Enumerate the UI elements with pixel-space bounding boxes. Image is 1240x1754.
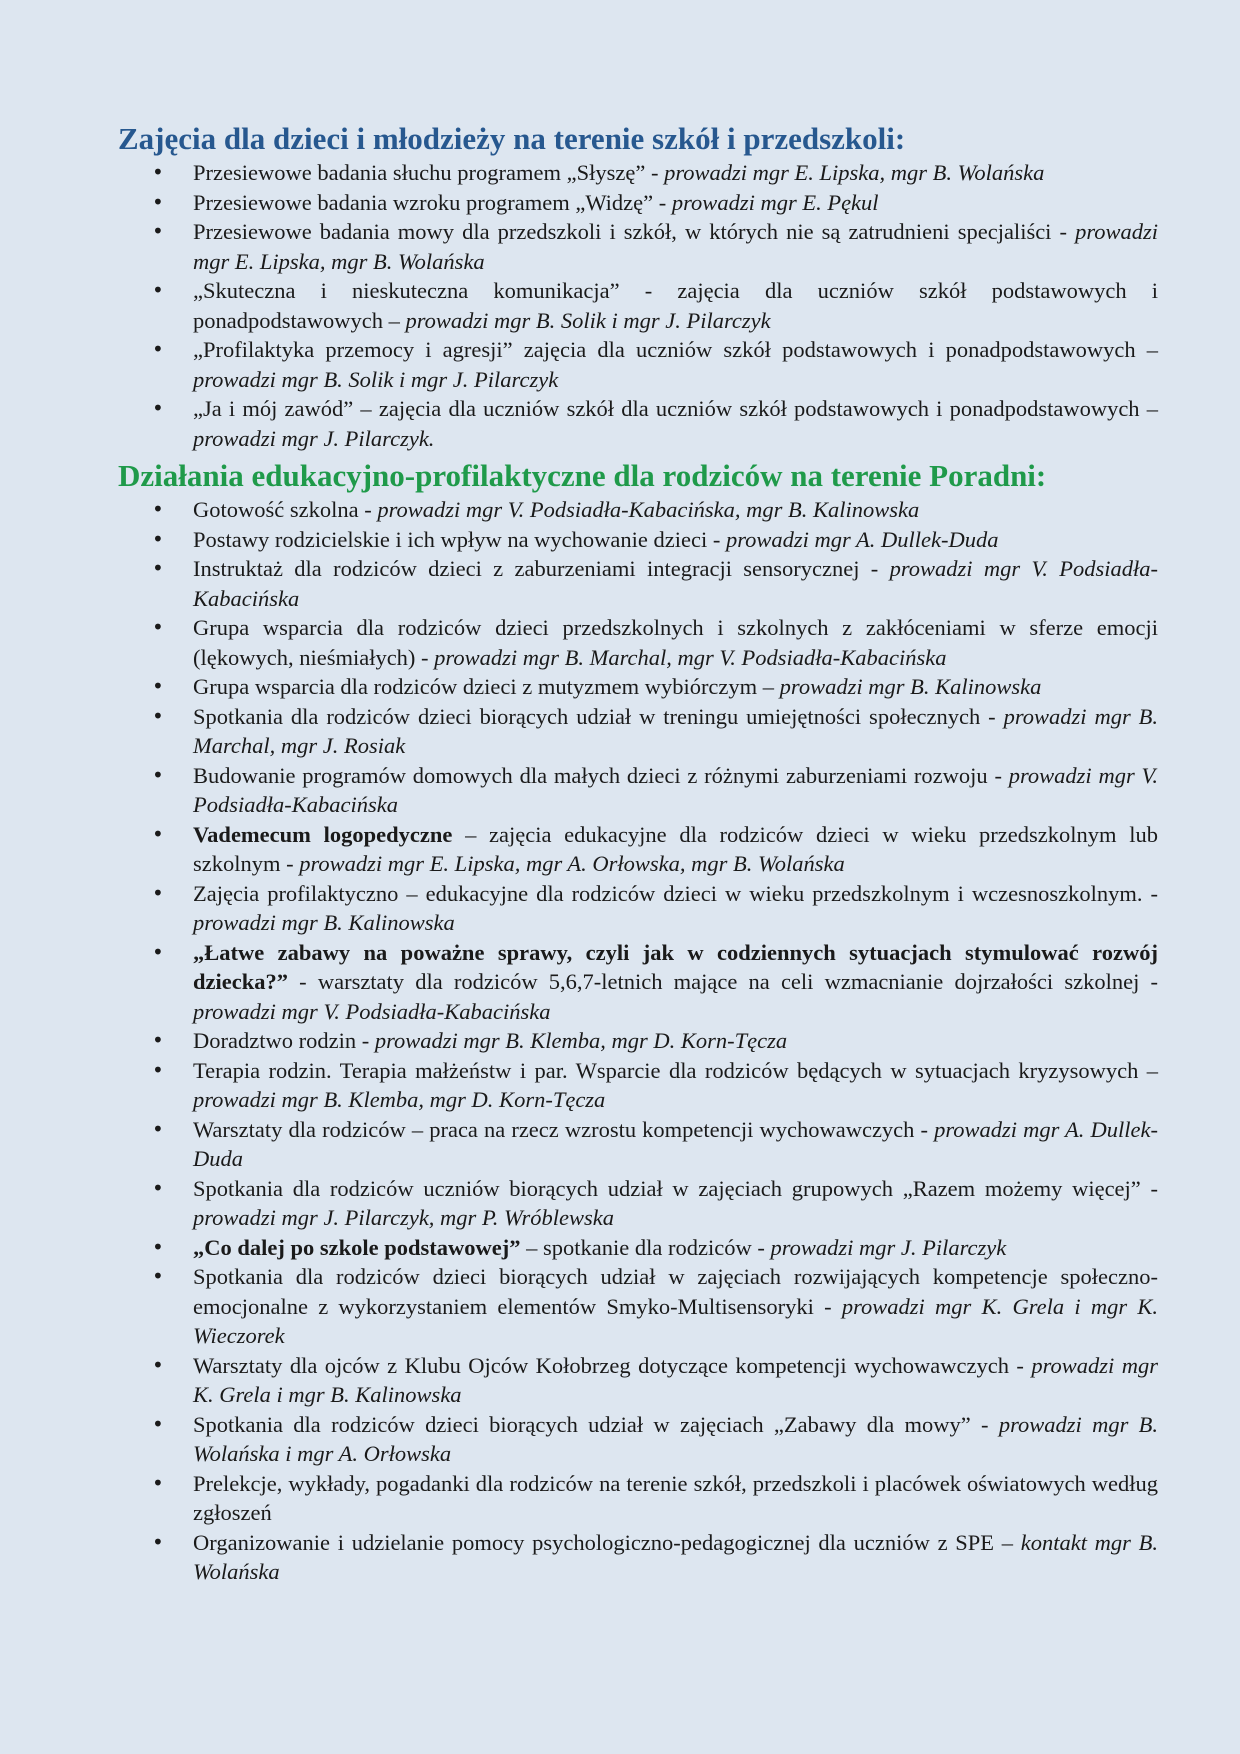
item-presenter: prowadzi mgr B. Solik i mgr J. Pilarczyk	[405, 307, 771, 333]
item-presenter: prowadzi mgr J. Pilarczyk.	[193, 425, 435, 451]
item-text: „Ja i mój zawód” – zajęcia dla uczniów szkół dla uczniów szkół podstawowych i ponadpodstawowych –	[193, 396, 1158, 421]
list-item	[118, 1233, 1158, 1263]
list-item	[118, 879, 1158, 938]
item-text: Zajęcia profilaktyczno – edukacyjne dla rodziców dzieci w wieku przedszkolnym i wczesnoszkolnym. -	[193, 880, 1158, 906]
list-item	[118, 188, 1158, 218]
list-item	[118, 761, 1158, 820]
list-item	[118, 1115, 1158, 1174]
item-text: Grupa wsparcia dla rodziców dzieci przedszkolnych i szkolnych z zakłóceniami w sferze emocji (lękowych, nieśmiałych) -	[193, 615, 1158, 670]
item-presenter: kontakt mgr B. Wolańska	[193, 1529, 1158, 1584]
list-item	[118, 554, 1158, 613]
item-text: Spotkania dla rodziców dzieci biorących udział w treningu umiejętności społecznych -	[193, 703, 1004, 729]
item-presenter: prowadzi mgr K. Grela i mgr B. Kalinowska	[193, 1352, 1158, 1407]
item-presenter: prowadzi mgr E. Lipska, mgr A. Orłowska, mgr B. Wolańska	[299, 851, 845, 876]
item-bold-title: „Co dalej po szkole podstawowej”	[193, 1234, 521, 1260]
item-text: Organizowanie i udzielanie pomocy psychologiczno-pedagogicznej dla uczniów z SPE –	[193, 1529, 1021, 1555]
item-presenter: prowadzi mgr V. Podsiadła-Kabacińska	[193, 556, 1159, 611]
item-presenter: prowadzi mgr V. Podsiadła-Kabacińska	[193, 998, 551, 1024]
item-text: Grupa wsparcia dla rodziców dzieci z mutyzmem wybiórczym –	[193, 674, 780, 699]
item-text: - warsztaty dla rodziców 5,6,7-letnich mające na celi wzmacnianie dojrzałości szkolnej -	[288, 969, 1158, 994]
list-item	[118, 672, 1158, 702]
item-text: „Profilaktyka przemocy i agresji” zajęcia dla uczniów szkół podstawowych i ponadpodstawowych –	[193, 337, 1158, 362]
item-text: – zajęcia edukacyjne dla rodziców dzieci w wieku przedszkolnym lub szkolnym -	[193, 821, 1158, 876]
list-item	[118, 820, 1158, 879]
item-bold-title: „Łatwe zabawy na poważne sprawy, czyli jak w codziennych sytuacjach stymulować rozwój dziecka?”	[193, 939, 1158, 994]
item-text: Doradztwo rodzin -	[193, 1028, 375, 1053]
item-presenter: prowadzi mgr E. Lipska, mgr B. Wolańska	[193, 219, 1158, 274]
item-text: Postawy rodzicielskie i ich wpływ na wychowanie dzieci -	[193, 526, 726, 552]
list-item	[118, 525, 1158, 555]
item-presenter: prowadzi mgr J. Pilarczyk	[770, 1234, 1007, 1260]
section-heading-parents: Działania edukacyjno-profilaktyczne dla rodziców na terenie Poradni:	[118, 458, 1047, 493]
item-bold-title: Vademecum logopedyczne	[193, 821, 453, 847]
item-presenter: prowadzi mgr B. Wolańska i mgr A. Orłowska	[193, 1411, 1158, 1466]
item-text: Przesiewowe badania mowy dla przedszkoli i szkół, w których nie są zatrudnieni specjaliści -	[193, 219, 1076, 244]
list-item	[118, 938, 1158, 1027]
list-item	[118, 335, 1158, 394]
list-item	[118, 1351, 1158, 1410]
list-item	[118, 1469, 1158, 1528]
item-text: Prelekcje, wykłady, pogadanki dla rodziców na terenie szkół, przedszkoli i placówek oświatowych według zgłoszeń	[193, 1470, 1158, 1525]
document-body	[118, 120, 1158, 1587]
item-text: Gotowość szkolna -	[193, 497, 378, 522]
list-item	[118, 158, 1158, 188]
item-text: Spotkania dla rodziców dzieci biorących udział w zajęciach „Zabawy dla mowy” -	[193, 1411, 999, 1437]
item-text: Budowanie programów domowych dla małych dzieci z różnymi zaburzeniami rozwoju -	[193, 762, 1009, 788]
list-item	[118, 1528, 1158, 1587]
list-item	[118, 1174, 1158, 1233]
item-presenter: prowadzi mgr B. Klemba, mgr D. Korn-Tęcza	[193, 1087, 606, 1112]
list-item	[118, 276, 1158, 335]
item-text: Spotkania dla rodziców dzieci biorących udział w zajęciach rozwijających kompetencje społeczno-emocjonalne z wykorzystaniem elementów Smyko-Multisensoryki -	[193, 1264, 1158, 1319]
item-presenter: prowadzi mgr A. Dullek-Duda	[725, 526, 999, 552]
item-text: Instruktaż dla rodziców dzieci z zaburzeniami integracji sensorycznej -	[193, 556, 890, 581]
item-presenter: prowadzi mgr B. Marchal, mgr V. Podsiadła-Kabacińska	[434, 644, 947, 670]
item-presenter: prowadzi mgr B. Solik i mgr J. Pilarczyk	[193, 366, 559, 392]
item-presenter: prowadzi mgr B. Klemba, mgr D. Korn-Tęcza	[374, 1028, 788, 1053]
list-item	[118, 1056, 1158, 1115]
list-schools	[118, 158, 1158, 453]
item-text: „Skuteczna i nieskuteczna komunikacja” - zajęcia dla uczniów szkół podstawowych i ponadpodstawowych –	[193, 278, 1158, 333]
item-text: Przesiewowe badania wzroku programem „Widzę” -	[193, 189, 672, 215]
item-text: Spotkania dla rodziców uczniów biorących udział w zajęciach grupowych „Razem możemy więcej” -	[193, 1175, 1158, 1201]
list-item	[118, 1410, 1158, 1469]
item-presenter: prowadzi mgr J. Pilarczyk, mgr P. Wróblewska	[193, 1205, 615, 1230]
list-item	[118, 1026, 1158, 1056]
item-presenter: prowadzi mgr K. Grela i mgr K. Wieczorek	[193, 1293, 1158, 1348]
item-presenter: prowadzi mgr B. Kalinowska	[779, 674, 1042, 699]
item-presenter: prowadzi mgr B. Marchal, mgr J. Rosiak	[193, 703, 1159, 758]
item-presenter: prowadzi mgr V. Podsiadła-Kabacińska	[193, 762, 1159, 817]
item-text: Przesiewowe badania słuchu programem „Słyszę” -	[193, 160, 665, 185]
item-text: Warsztaty dla rodziców – praca na rzecz wzrostu kompetencji wychowawczych -	[193, 1116, 935, 1142]
item-presenter: prowadzi mgr E. Lipska, mgr B. Wolańska	[664, 160, 1045, 185]
list-item	[118, 702, 1158, 761]
list-item	[118, 394, 1158, 453]
item-presenter: prowadzi mgr A. Dullek-Duda	[193, 1116, 1158, 1171]
list-item	[118, 495, 1158, 525]
item-presenter: prowadzi mgr V. Podsiadła-Kabacińska, mgr B. Kalinowska	[377, 497, 920, 522]
list-item	[118, 1262, 1158, 1351]
item-presenter: prowadzi mgr B. Kalinowska	[193, 910, 455, 935]
item-text: Terapia rodzin. Terapia małżeństw i par. Wsparcie dla rodziców będących w sytuacjach kryzysowych –	[193, 1057, 1158, 1083]
item-text: Warsztaty dla ojców z Klubu Ojców Kołobrzeg dotyczące kompetencji wychowawczych -	[193, 1352, 1032, 1378]
list-item	[118, 613, 1158, 672]
list-parents	[118, 495, 1158, 1587]
section-heading-schools: Zajęcia dla dzieci i młodzieży na terenie szkół i przedszkoli:	[118, 121, 906, 156]
list-item	[118, 217, 1158, 276]
item-text: – spotkanie dla rodziców -	[520, 1234, 771, 1260]
item-presenter: prowadzi mgr E. Pękul	[671, 189, 879, 215]
